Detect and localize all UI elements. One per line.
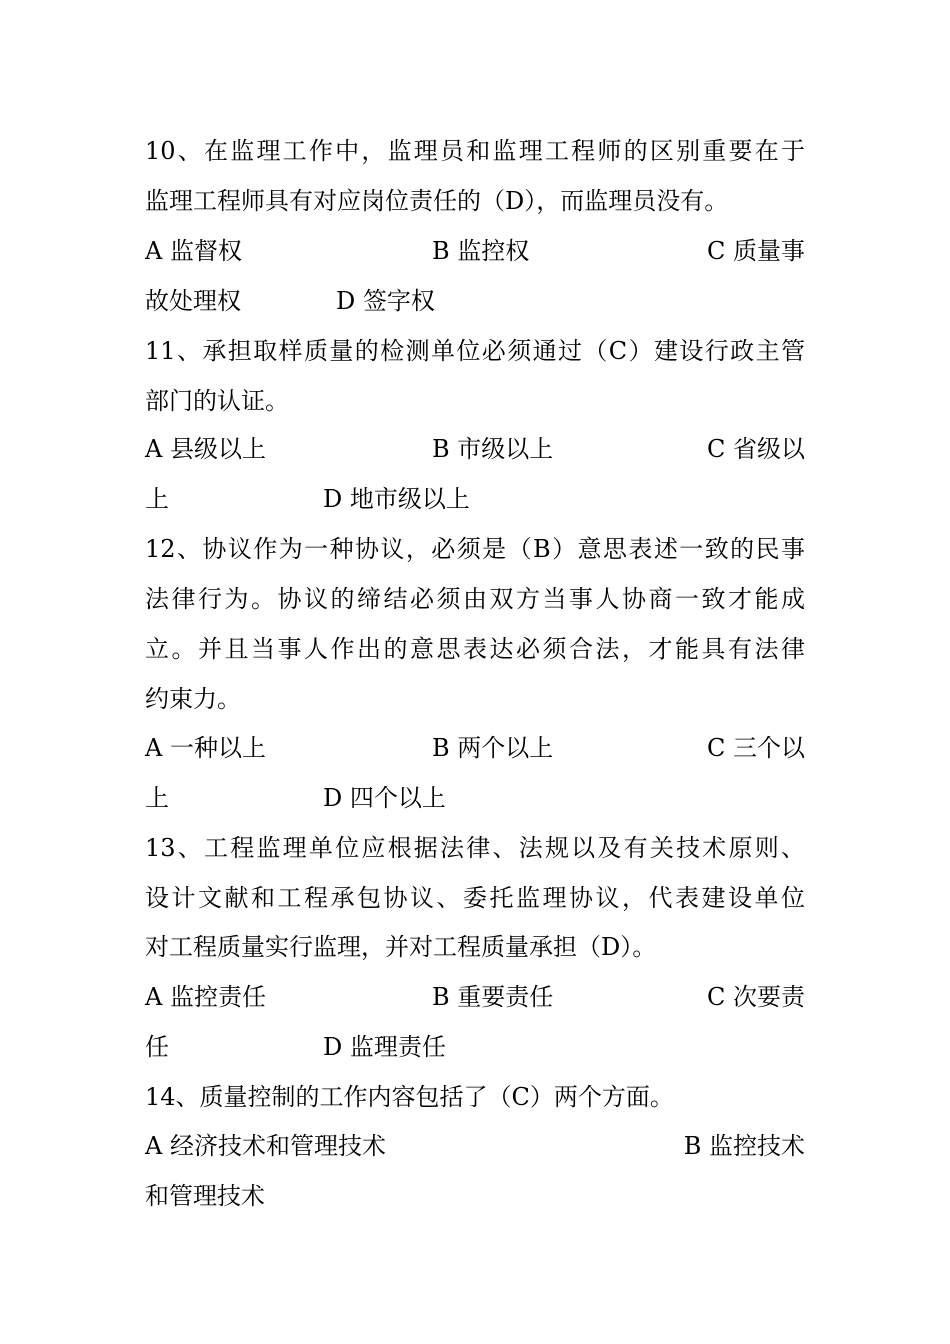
question-11-stem-line-1: 11、承担取样质量的检测单位必须通过（C）建设行政主管 (145, 337, 805, 365)
question-10-options-line-1 (145, 226, 805, 276)
question-13-option-b: B 重要责任 (432, 983, 554, 1011)
question-10-option-c: C 质量事 (707, 237, 805, 265)
question-13-options-line-1 (145, 972, 805, 1022)
question-11-option-b: B 市级以上 (432, 435, 554, 463)
question-12-stem-line-2: 法律行为。协议的缔结必须由双方当事人协商一致才能成 (145, 585, 805, 613)
question-13-option-c-cont: 任 (145, 1033, 169, 1061)
question-12-stem-line-1: 12、协议作为一种协议，必须是（B）意思表述一致的民事 (145, 535, 805, 563)
question-14-options-line-1 (145, 1121, 805, 1171)
question-12-stem-line-4: 约束力。 (145, 685, 241, 713)
question-11-options-line-2 (145, 474, 805, 524)
question-12-option-b: B 两个以上 (432, 734, 554, 762)
question-12-option-d: D 四个以上 (323, 784, 446, 812)
question-10-stem-line-2: 监理工程师具有对应岗位责任的（D），而监理员没有。 (145, 187, 729, 215)
question-12-options-line-2 (145, 773, 805, 823)
question-13-option-c: C 次要责 (707, 983, 805, 1011)
question-13-option-d: D 监理责任 (323, 1033, 446, 1061)
question-11-option-c: C 省级以 (707, 435, 805, 463)
question-13-option-a: A 监控责任 (145, 983, 266, 1011)
question-12-option-a: A 一种以上 (145, 734, 266, 762)
question-13-stem-line-2: 设计文献和工程承包协议、委托监理协议，代表建设单位 (145, 884, 805, 912)
question-11-option-d: D 地市级以上 (323, 485, 470, 513)
question-14-options-line-2 (145, 1171, 805, 1221)
question-10-option-a: A 监督权 (145, 237, 242, 265)
question-10-option-d: D 签字权 (336, 287, 435, 315)
question-10-options-line-2 (145, 276, 805, 326)
question-11-option-c-cont: 上 (145, 485, 169, 513)
question-14-option-a: A 经济技术和管理技术 (145, 1132, 386, 1160)
question-12-stem-line-3: 立。并且当事人作出的意思表达必须合法，才能具有法律 (145, 635, 805, 663)
question-13-stem-line-3: 对工程质量实行监理，并对工程质量承担（D）。 (145, 933, 657, 961)
question-11-stem-line-2: 部门的认证。 (145, 387, 289, 415)
question-11-options-line-1 (145, 424, 805, 474)
question-14-option-b: B 监控技术 (683, 1132, 805, 1160)
question-12-option-c-cont: 上 (145, 784, 169, 812)
question-14-stem-line-1: 14、质量控制的工作内容包括了（C）两个方面。 (145, 1083, 674, 1111)
question-10-option-c-cont: 故处理权 (145, 287, 241, 315)
question-11-option-a: A 县级以上 (145, 435, 266, 463)
question-12-options-line-1 (145, 723, 805, 773)
question-10-option-b: B 监控权 (432, 237, 530, 265)
question-13-stem-line-1: 13、工程监理单位应根据法律、法规以及有关技术原则、 (145, 834, 805, 862)
question-13-options-line-2 (145, 1022, 805, 1072)
question-12-option-c: C 三个以 (707, 734, 805, 762)
question-14-option-b-cont: 和管理技术 (145, 1182, 265, 1210)
question-10-stem-line-1: 10、在监理工作中，监理员和监理工程师的区别重要在于 (145, 137, 805, 165)
